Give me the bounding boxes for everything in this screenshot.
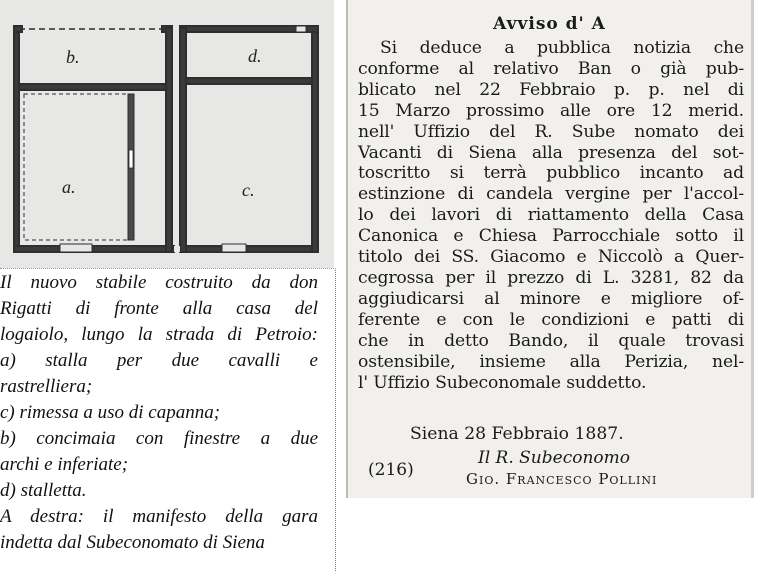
notice-office: Il R. Subeconomo <box>478 448 630 468</box>
stall-outline <box>24 94 132 240</box>
caption-line: rastrelliera; <box>0 376 93 397</box>
caption-line: Il nuovo stabile costruito da don <box>0 272 318 293</box>
notice-line: toscritto si terrà pubblico incanto ad <box>358 163 744 184</box>
notice-line: Canonica e Chiesa Parrocchiale sotto il <box>358 226 744 247</box>
caption-line: logaiolo, lungo la strada di Petroio: <box>0 324 318 345</box>
divider-horizontal <box>0 268 336 269</box>
outer-wall-bottom-right <box>182 246 318 252</box>
central-wall-left <box>166 28 172 252</box>
floor-plan <box>0 0 334 268</box>
notice-line: conforme al relativo Ban o già pub- <box>358 58 744 79</box>
caption-line: b) concimaia con finestre a due <box>0 428 318 449</box>
partition-right <box>186 78 312 84</box>
caption-line: d) stalletta. <box>0 480 87 501</box>
room-label-a: a. <box>62 177 76 197</box>
newspaper-notice <box>346 0 754 498</box>
notice-number: (216) <box>368 460 414 480</box>
divider-vertical <box>335 270 336 571</box>
partition-left <box>19 84 166 90</box>
notice-line: aggiudicarsi al minore e migliore of- <box>358 288 744 309</box>
notice-line: Vacanti di Siena alla presenza del sot- <box>358 142 744 163</box>
notice-line: ferente e con le condizioni e patti di <box>358 309 744 330</box>
notice-line: 15 Marzo prossimo alle ore 12 merid. <box>358 100 744 121</box>
outer-wall-left <box>14 28 19 252</box>
caption-line: indetta dal Subeconomato di Siena <box>0 532 265 553</box>
room-label-b: b. <box>66 47 80 67</box>
notice-body <box>358 38 744 393</box>
outer-wall-bottom-left <box>14 246 174 252</box>
door-bottom-left <box>60 244 92 252</box>
notice-line: che in detto Bando, il quale trovasi <box>358 330 744 351</box>
outer-wall-right <box>312 28 318 252</box>
notice-line: cegrossa per il prezzo di L. 3281, 82 da <box>358 267 744 288</box>
notice-line: lo dei lavori di riattamento della Casa <box>358 205 744 226</box>
caption-line: a) stalla per due cavalli e <box>0 350 318 371</box>
floor-plan-drawing <box>0 0 334 268</box>
notice-title: Avviso d' A <box>493 14 606 34</box>
notice-line: titolo dei SS. Giacomo e Niccolò a Quer- <box>358 247 744 268</box>
notice-signer: Gio. Francesco Pollini <box>466 470 658 488</box>
plan-caption <box>0 270 318 556</box>
notice-line: l' Uffizio Subeconomale suddetto. <box>358 372 647 393</box>
notice-line: estinzione di candela vergine per l'accol- <box>358 184 744 205</box>
notice-line: ostensibile, insieme alla Perizia, nel- <box>358 351 744 372</box>
caption-line: Rigatti di fronte alla casa del <box>0 298 318 319</box>
caption-line: c) rimessa a uso di capanna; <box>0 402 221 423</box>
door-bottom-right <box>222 244 246 252</box>
central-wall-right <box>180 28 186 252</box>
room-label-c: c. <box>242 180 255 200</box>
caption-line: A destra: il manifesto della gara <box>0 506 318 527</box>
notice-line: nell' Uffizio del R. Sube nomato dei <box>358 121 744 142</box>
notice-line: blicato nel 22 Febbraio p. p. nel di <box>358 79 744 100</box>
caption-line: archi e inferiate; <box>0 454 129 475</box>
notice-date: Siena 28 Febbraio 1887. <box>410 424 624 444</box>
room-label-d: d. <box>248 46 262 66</box>
notice-line: Si deduce a pubblica notizia che <box>380 38 744 58</box>
